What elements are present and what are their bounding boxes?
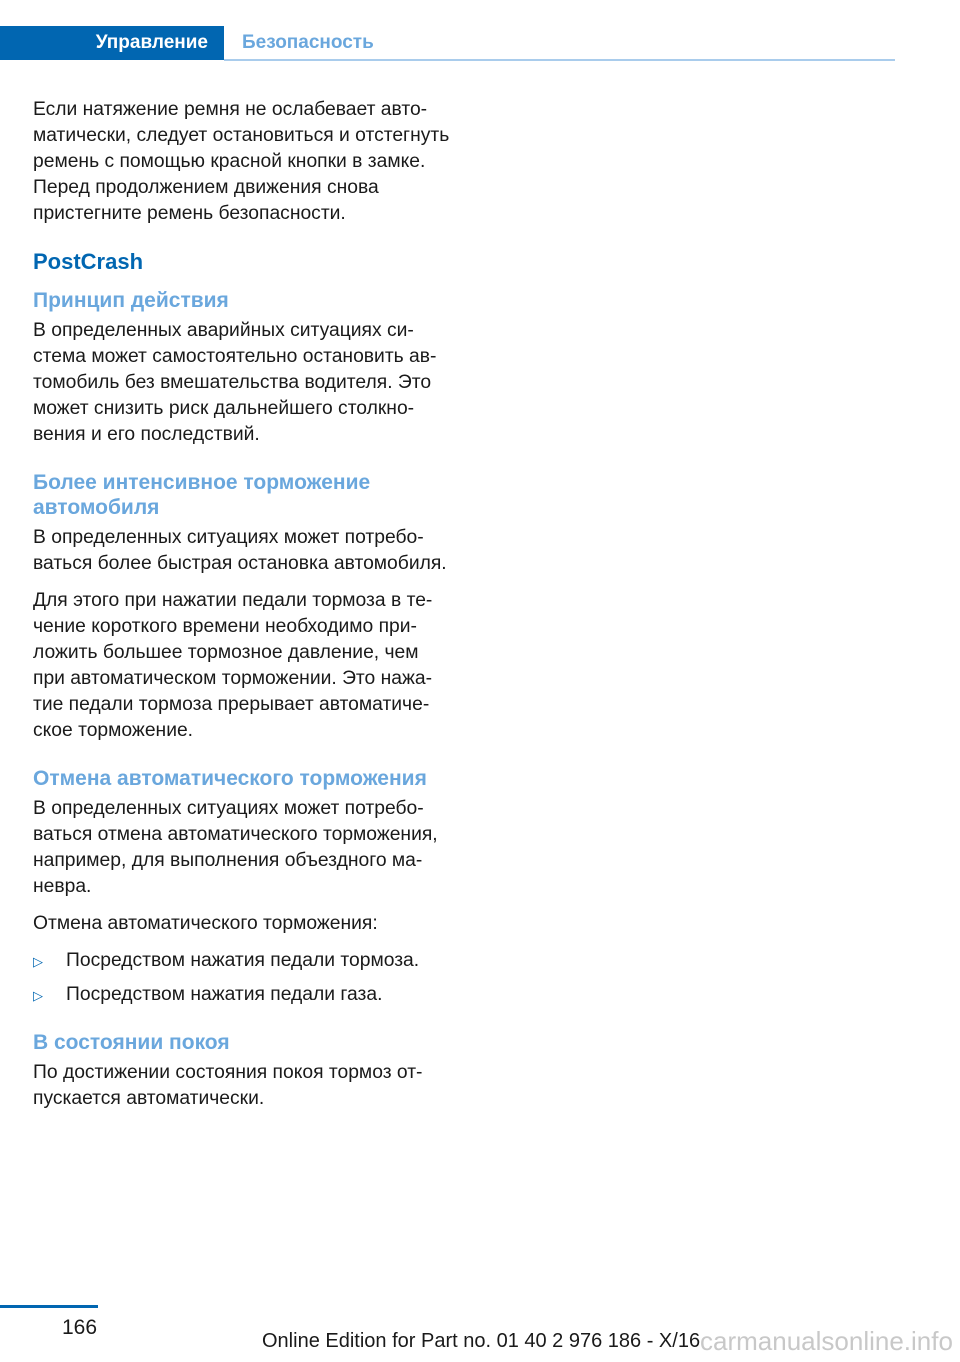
- cancel-paragraph-1: В определенных ситуациях может потребоваться отмена автоматического торможения, например, для выполнения объездного маневра.: [33, 798, 438, 897]
- list-item-text: Посредством нажатия педали газа.: [66, 984, 383, 1005]
- list-item-text: Посредством нажатия педали тормоза.: [66, 950, 420, 971]
- section-tab-controls: Управление: [0, 26, 224, 60]
- braking-paragraph-1: В определенных ситуациях может потребоваться более быстрая остановка автомобиля.: [33, 527, 447, 574]
- principle-paragraph: В определенных аварийных ситуациях система может самостоятельно остановить автомобиль без вмешательства водителя. Это может снизить риск дальнейшего столкновения и его последствий.: [33, 320, 437, 445]
- heading-principle: Принцип действия: [33, 289, 229, 312]
- braking-paragraph-2: Для этого при нажатии педали тормоза в течение короткого времени необходимо приложить большее тормозное давление, чем при автоматическом торможении. Это нажатие педали тормоза прерывает автоматическое торможение.: [33, 590, 433, 741]
- heading-at-rest: В состоянии покоя: [33, 1031, 230, 1054]
- watermark: carmanualsonline.info: [700, 1326, 953, 1356]
- intro-paragraph: Если натяжение ремня не ослабевает автоматически, следует остановиться и отстегнуть ремень с помощью красной кнопки в замке. Перед продолжением движения снова пристегните ремень безопасности.: [33, 99, 450, 224]
- triangle-bullet-icon: ▷: [33, 954, 43, 969]
- cancel-paragraph-2: Отмена автоматического торможения:: [33, 913, 378, 934]
- section-tab-safety: Безопасность: [242, 32, 374, 53]
- header-divider: [224, 59, 895, 61]
- list-item: [33, 982, 453, 1008]
- page-number: 166: [62, 1316, 98, 1339]
- edition-info: Online Edition for Part no. 01 40 2 976 186 - X/16: [262, 1330, 701, 1352]
- triangle-bullet-icon: ▷: [33, 988, 43, 1003]
- rest-paragraph: По достижении состояния покоя тормоз отпускается автоматически.: [33, 1062, 423, 1109]
- list-item: [33, 948, 453, 974]
- heading-cancel-braking: Отмена автоматического торможения: [33, 767, 427, 790]
- page-header: [0, 26, 895, 62]
- heading-intensive-braking: Более интенсивное торможение автомобиля: [33, 471, 371, 519]
- footer-divider: [0, 1305, 98, 1308]
- main-content: [33, 97, 453, 1123]
- cancel-methods-list: [33, 948, 453, 1008]
- heading-postcrash: PostCrash: [33, 249, 144, 274]
